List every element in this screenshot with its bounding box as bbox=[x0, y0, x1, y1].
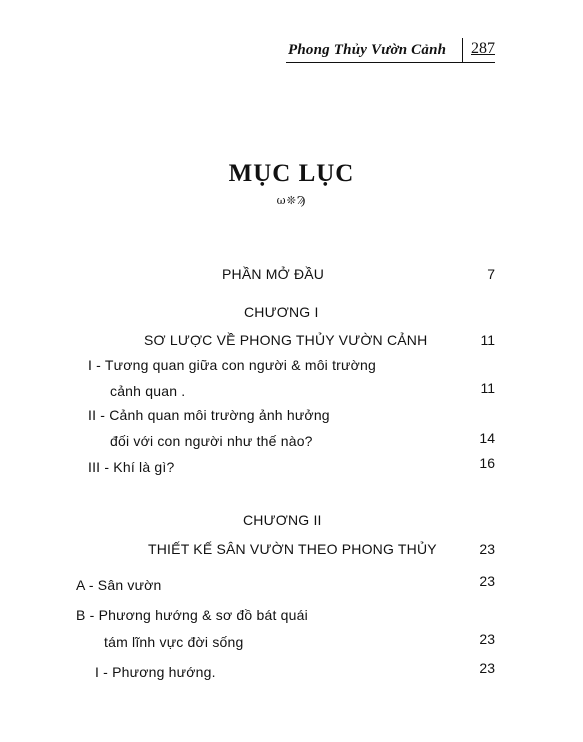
toc-entry-line1: A - Sân vườn bbox=[76, 577, 162, 593]
toc-entry-line1: I - Tương quan giữa con người & môi trường bbox=[88, 357, 376, 373]
toc-entry-page: 23 bbox=[479, 631, 495, 647]
toc-entry-page: 23 bbox=[479, 573, 495, 589]
running-header bbox=[286, 38, 495, 63]
toc-entry-line1: B - Phương hướng & sơ đồ bát quái bbox=[76, 607, 308, 623]
toc-entry-line1: II - Cảnh quan môi trường ảnh hưởng bbox=[88, 407, 330, 423]
toc-entry-page: 16 bbox=[479, 455, 495, 471]
toc-title: MỤC LỤC bbox=[228, 160, 355, 187]
ornament-divider: ω❊Ϡ bbox=[276, 194, 307, 207]
chapter1-heading: CHƯƠNG I bbox=[244, 304, 319, 320]
running-title: Phong Thủy Vườn Cảnh bbox=[288, 42, 447, 58]
toc-entry-page: 14 bbox=[479, 430, 495, 446]
chapter2-heading: CHƯƠNG II bbox=[243, 512, 322, 528]
chapter1-title: SƠ LƯỢC VỀ PHONG THỦY VƯỜN CẢNH bbox=[144, 332, 428, 348]
chapter1-title-page: 11 bbox=[480, 332, 495, 348]
chapter2-title: THIẾT KẾ SÂN VƯỜN THEO PHONG THỦY bbox=[148, 541, 437, 557]
toc-entry-line1: III - Khí là gì? bbox=[88, 459, 175, 475]
toc-intro-page: 7 bbox=[487, 266, 495, 282]
chapter2-title-page: 23 bbox=[479, 541, 495, 557]
page-number: 287 bbox=[462, 38, 495, 62]
toc-entry-page: 11 bbox=[480, 380, 495, 396]
toc-entry-line2: tám lĩnh vực đời sống bbox=[104, 634, 244, 650]
toc-entry-line2: cảnh quan . bbox=[110, 383, 186, 399]
toc-entry-line1: I - Phương hướng. bbox=[95, 664, 216, 680]
toc-entry-page: 23 bbox=[479, 660, 495, 676]
toc-intro-label: PHẦN MỞ ĐẦU bbox=[222, 266, 325, 282]
toc-entry-line2: đối với con người như thế nào? bbox=[110, 433, 313, 449]
